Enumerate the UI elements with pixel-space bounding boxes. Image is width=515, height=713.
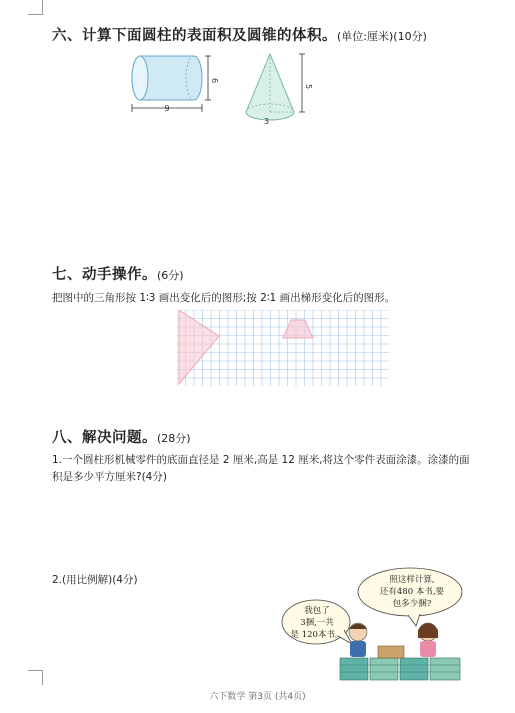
section7-points: (6分) bbox=[157, 269, 184, 282]
page-footer: 六下数学 第3页 (共4页) bbox=[209, 692, 306, 702]
question1-line1: 1.一个圆柱形机械零件的底面直径是 2 厘米,高是 12 厘米,将这个零件表面涂漆。涂漆的面 bbox=[52, 454, 470, 466]
crop-mark-top bbox=[28, 0, 43, 15]
section6-points: (单位:厘米)(10分) bbox=[337, 30, 427, 43]
bubble-girl-line3: 包多少捆? bbox=[392, 599, 432, 609]
crop-mark-bottom bbox=[28, 670, 43, 685]
bubble-girl-line1: 照这样计算, bbox=[389, 575, 435, 585]
drawing-grid bbox=[177, 310, 389, 386]
section7-title: 七、动手操作。 bbox=[52, 267, 157, 283]
section8-points: (28分) bbox=[157, 432, 191, 445]
speech-bubble-boy bbox=[284, 605, 350, 641]
cylinder-figure bbox=[128, 48, 228, 118]
section7-instruction: 把图中的三角形按 1∶3 画出变化后的图形;按 2∶1 画出梯形变化后的图形。 bbox=[52, 292, 396, 304]
section8-heading bbox=[52, 426, 191, 447]
question1-line2: 积是多少平方厘米?(4分) bbox=[52, 471, 167, 483]
cone-figure bbox=[240, 48, 320, 128]
section7-heading bbox=[52, 263, 184, 284]
bubble-boy-line1: 我包了 bbox=[304, 606, 330, 616]
speech-bubble-girl bbox=[364, 574, 460, 610]
triangle-shape bbox=[179, 310, 219, 384]
bubble-girl-line2: 还有480 本书,要 bbox=[379, 587, 445, 597]
cylinder-diameter-label: 6 bbox=[210, 78, 219, 84]
cone-radius-label: 3 bbox=[264, 117, 270, 126]
bubble-boy-line2: 3捆,一共 bbox=[300, 618, 334, 628]
cylinder-length-label: 9 bbox=[164, 104, 170, 113]
bubble-boy-line3: 是 120本书。 bbox=[290, 630, 344, 640]
cone-height-label: 5 bbox=[304, 84, 313, 90]
section8-title: 八、解决问题。 bbox=[52, 430, 157, 446]
question2-text: 2.(用比例解)(4分) bbox=[52, 574, 138, 586]
section6-title: 六、计算下面圆柱的表面积及圆锥的体积。 bbox=[52, 28, 337, 44]
section6-heading bbox=[52, 24, 427, 45]
